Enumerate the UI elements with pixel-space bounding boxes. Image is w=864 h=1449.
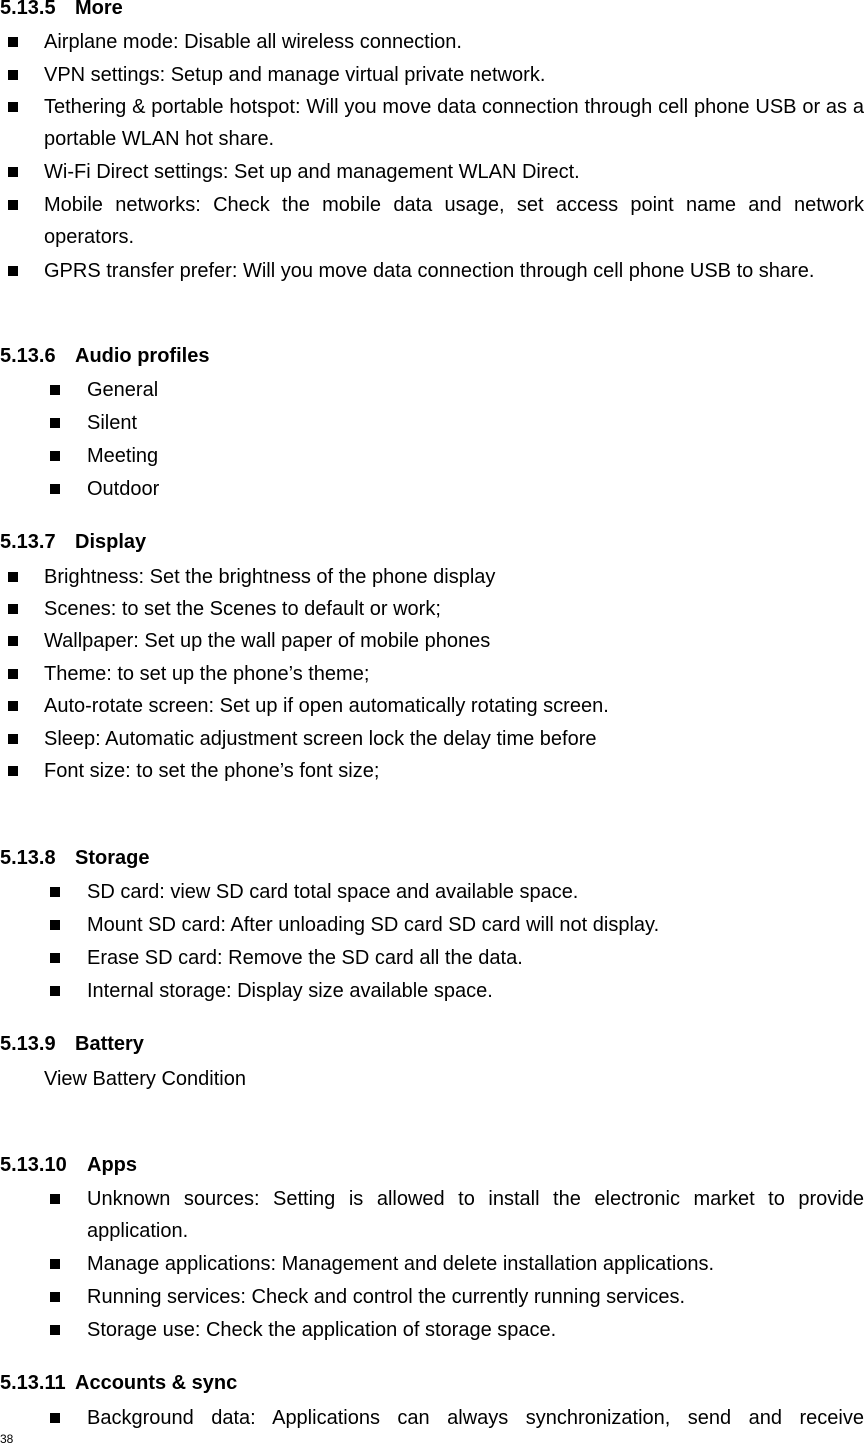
bullet-icon [50, 385, 60, 395]
list-item [87, 374, 864, 406]
list-item [87, 975, 864, 1007]
section-number: 5.13.7 [0, 531, 56, 553]
paragraph: View Battery Condition [44, 1068, 246, 1090]
section-number: 5.13.9 [0, 1033, 56, 1055]
list-item-text: Airplane mode: Disable all wireless connection. [44, 31, 462, 53]
bullet-icon [8, 701, 18, 711]
list-item-text: Mount SD card: After unloading SD card SD card will not display. [87, 914, 660, 936]
list-item-text: Scenes: to set the Scenes to default or work; [44, 598, 441, 620]
list-item-text: Erase SD card: Remove the SD card all the data. [87, 947, 523, 969]
bullet-icon [8, 766, 18, 776]
list-item-text: Sleep: Automatic adjustment screen lock the delay time before [44, 728, 597, 750]
list-item [87, 1402, 864, 1434]
bullet-icon [8, 636, 18, 646]
bullet-icon [8, 200, 18, 210]
list-item [44, 26, 864, 58]
bullet-icon [8, 266, 18, 276]
list-item [44, 755, 864, 787]
section-number: 5.13.11 [0, 1372, 66, 1394]
list-item [87, 942, 864, 974]
section-title: Battery [75, 1033, 144, 1055]
list-item-text: Tethering & portable hotspot: Will you move data connection through cell phone USB or as a portable WLAN hot share. [44, 96, 864, 150]
heading-battery [0, 1032, 144, 1056]
list-item-text: Outdoor [87, 478, 160, 500]
list-item-text: Wallpaper: Set up the wall paper of mobile phones [44, 630, 491, 652]
list-item-text: Wi-Fi Direct settings: Set up and management WLAN Direct. [44, 161, 580, 183]
bullet-icon [50, 484, 60, 494]
list-item [44, 625, 864, 657]
bullet-icon [50, 1259, 60, 1269]
list-item [87, 1281, 864, 1313]
section-title: Accounts & sync [75, 1372, 238, 1394]
list-item-text: SD card: view SD card total space and available space. [87, 881, 579, 903]
section-title: Display [75, 531, 147, 553]
bullet-icon [50, 1325, 60, 1335]
bullet-icon [50, 1194, 60, 1204]
heading-display [0, 530, 146, 554]
bullet-icon [8, 604, 18, 614]
list-item-text: Silent [87, 412, 138, 434]
section-number: 5.13.10 [0, 1154, 67, 1176]
list-item [44, 255, 864, 287]
list-item [44, 690, 864, 722]
bullet-icon [8, 669, 18, 679]
list-item-text: Manage applications: Management and delete installation applications. [87, 1253, 715, 1275]
list-item [87, 909, 864, 941]
list-item [44, 189, 864, 253]
page-number: 38 [0, 1432, 14, 1446]
list-item-text: Storage use: Check the application of storage space. [87, 1319, 557, 1341]
section-title: Audio profiles [75, 345, 210, 367]
list-item-text: Mobile networks: Check the mobile data usage, set access point name and network operators. [44, 194, 864, 248]
list-item [44, 723, 864, 755]
list-item [44, 593, 864, 625]
section-number: 5.13.5 [0, 0, 56, 19]
bullet-icon [50, 451, 60, 461]
list-item-text: Background data: Applications can always synchronization, send and receive [87, 1407, 864, 1429]
heading-more [0, 0, 123, 20]
list-item-text: Brightness: Set the brightness of the phone display [44, 566, 496, 588]
bullet-icon [50, 887, 60, 897]
list-item [87, 407, 864, 439]
bullet-icon [8, 37, 18, 47]
list-item-text: Unknown sources: Setting is allowed to install the electronic market to provide application. [87, 1188, 864, 1242]
list-item-text: Meeting [87, 445, 159, 467]
list-item [87, 473, 864, 505]
bullet-icon [8, 70, 18, 80]
list-item-text: Theme: to set up the phone’s theme; [44, 663, 370, 685]
bullet-icon [50, 953, 60, 963]
section-title: Apps [87, 1154, 137, 1176]
heading-accounts-sync [0, 1371, 237, 1395]
heading-storage [0, 846, 149, 870]
bullet-icon [50, 418, 60, 428]
section-title: More [75, 0, 123, 19]
list-item [44, 156, 864, 188]
list-item [44, 59, 864, 91]
list-item [44, 561, 864, 593]
heading-apps [0, 1153, 137, 1177]
bullet-icon [8, 167, 18, 177]
list-item-text: Font size: to set the phone’s font size; [44, 760, 380, 782]
list-item [44, 91, 864, 155]
list-item-text: GPRS transfer prefer: Will you move data connection through cell phone USB to share. [44, 260, 815, 282]
list-item [87, 440, 864, 472]
bullet-icon [50, 986, 60, 996]
bullet-icon [8, 734, 18, 744]
bullet-icon [50, 1413, 60, 1423]
list-item [44, 658, 864, 690]
list-item-text: VPN settings: Setup and manage virtual private network. [44, 64, 546, 86]
section-number: 5.13.8 [0, 847, 56, 869]
list-item-text: Auto-rotate screen: Set up if open automatically rotating screen. [44, 695, 609, 717]
list-item [87, 1183, 864, 1247]
heading-audio-profiles [0, 344, 209, 368]
list-item [87, 1314, 864, 1346]
bullet-icon [8, 102, 18, 112]
bullet-icon [8, 572, 18, 582]
bullet-icon [50, 1292, 60, 1302]
list-item-text: Internal storage: Display size available space. [87, 980, 493, 1002]
bullet-icon [50, 920, 60, 930]
section-title: Storage [75, 847, 150, 869]
list-item [87, 1248, 864, 1280]
list-item-text: General [87, 379, 159, 401]
section-number: 5.13.6 [0, 345, 56, 367]
list-item-text: Running services: Check and control the currently running services. [87, 1286, 686, 1308]
list-item [87, 876, 864, 908]
